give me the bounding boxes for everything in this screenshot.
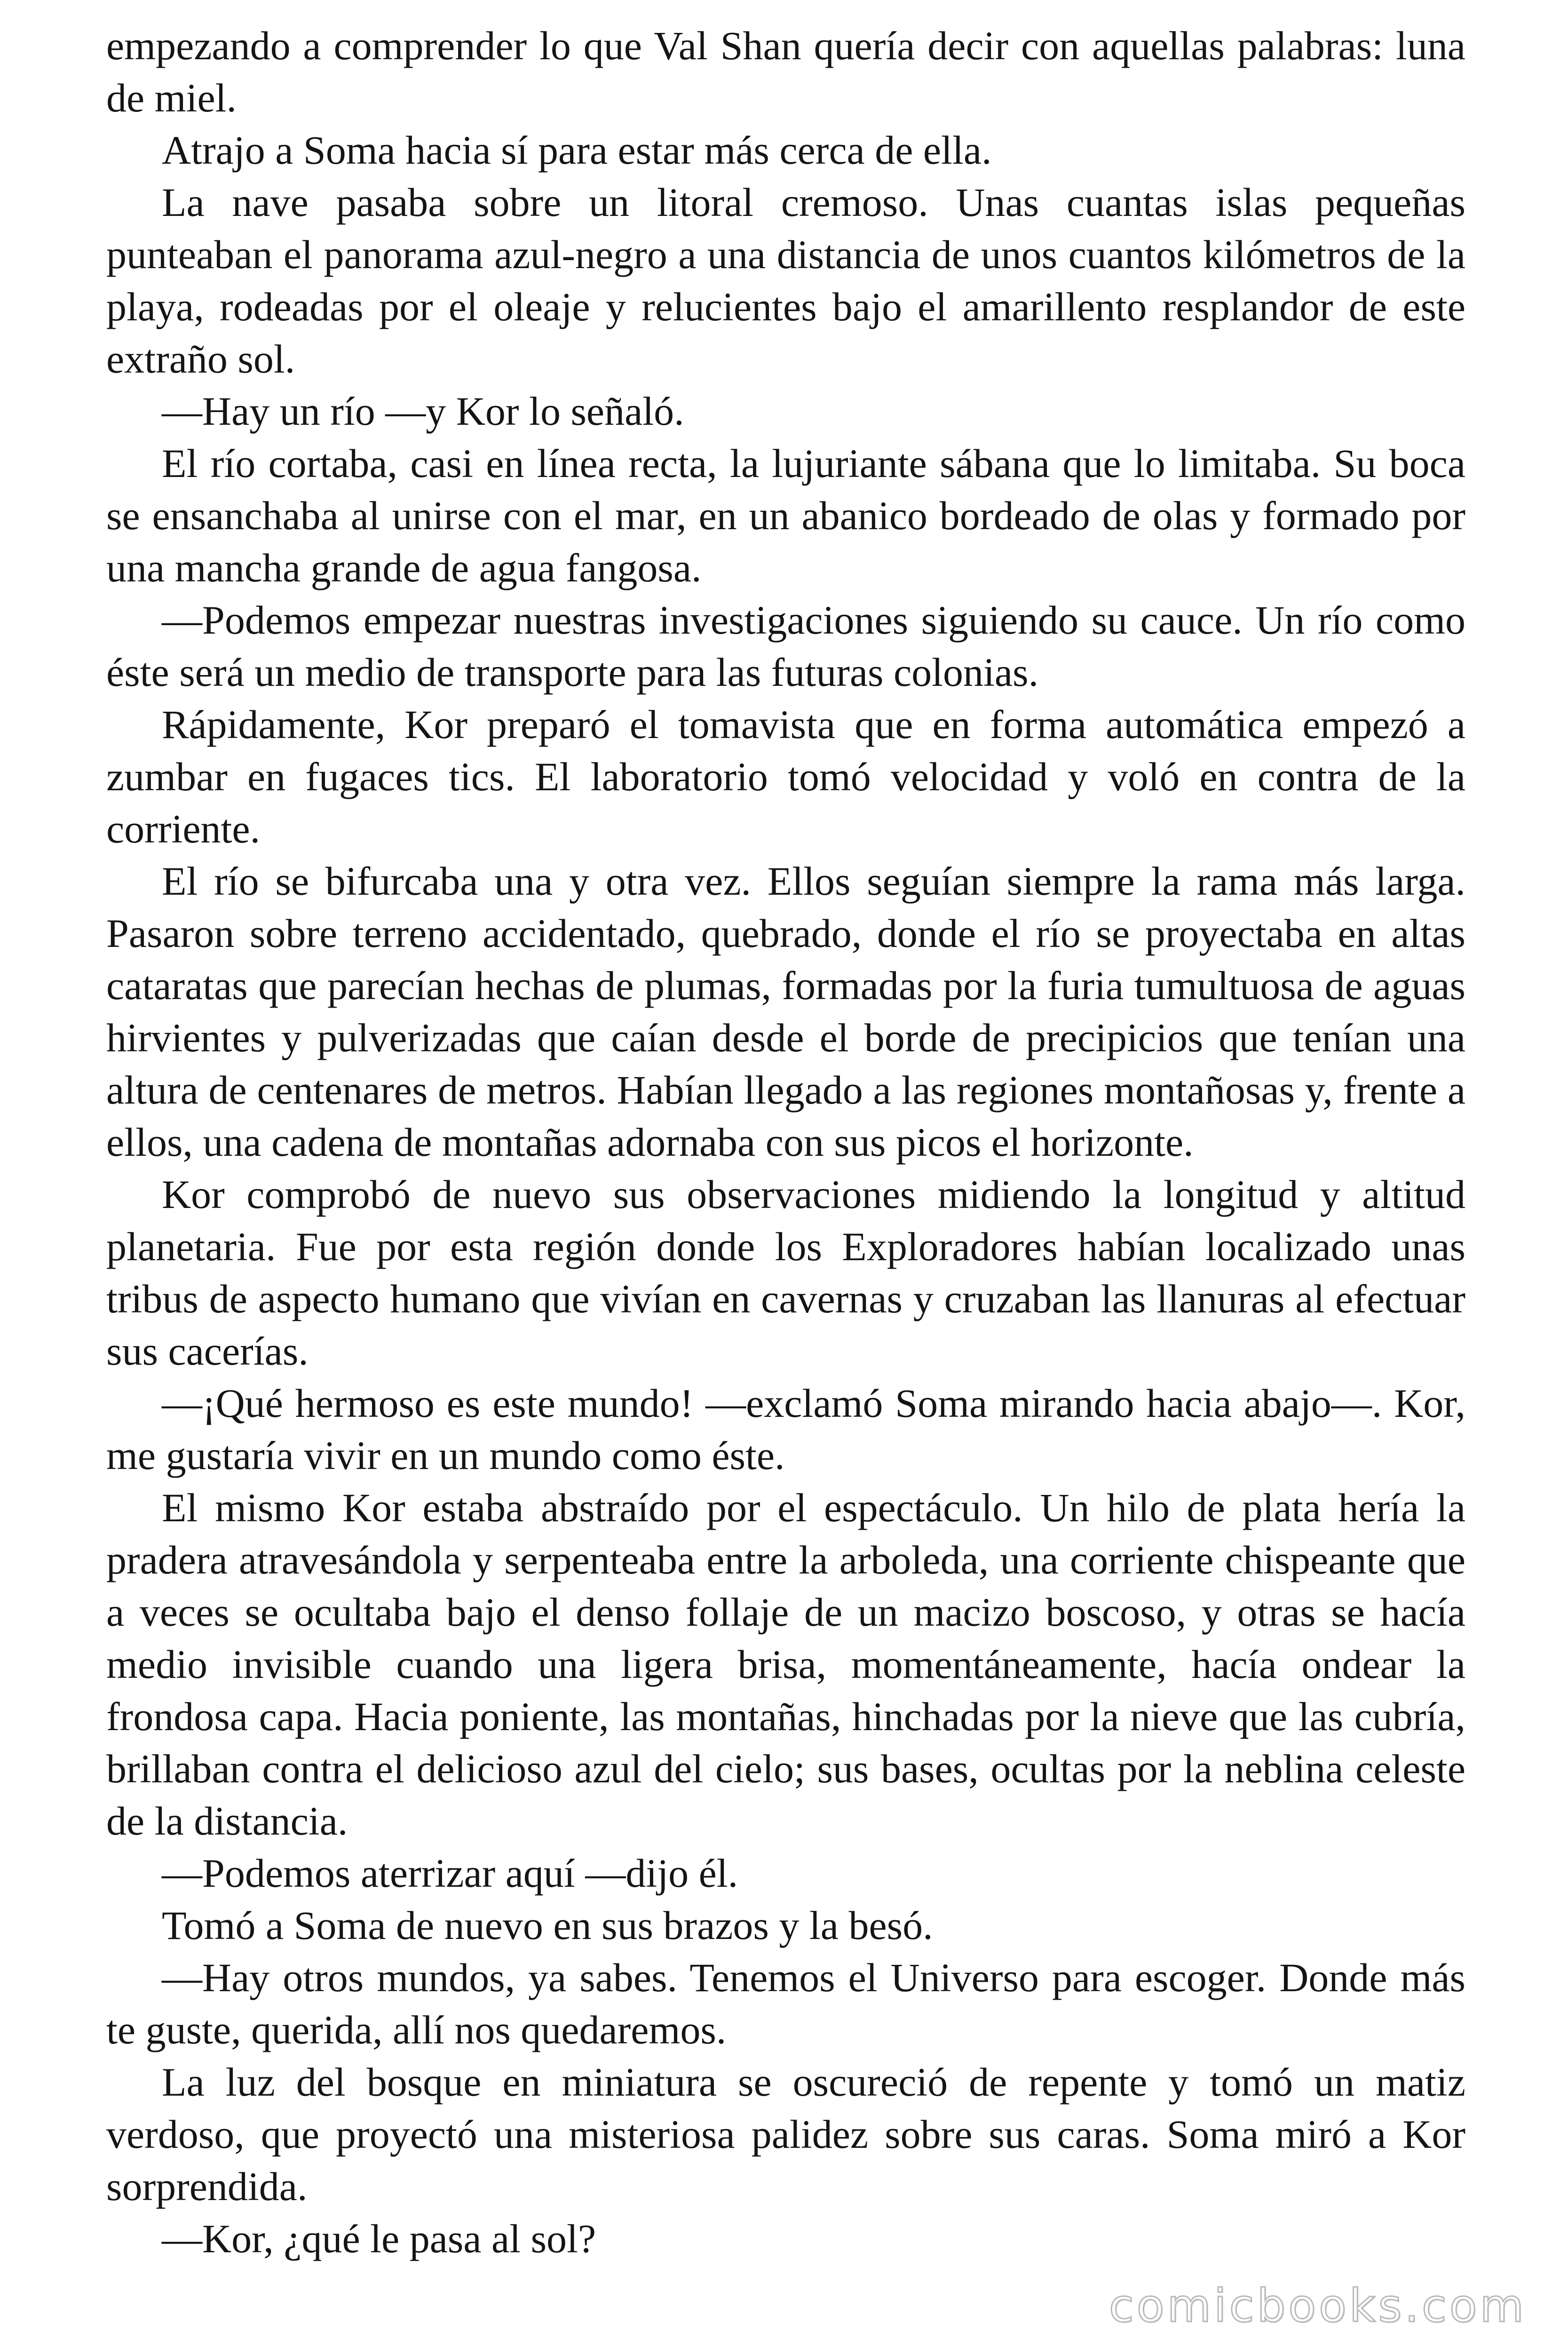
paragraph-dialogue: —Podemos aterrizar aquí —dijo él. — [162, 1851, 738, 1896]
paragraph: Rápidamente, Kor preparó el tomavista que en forma automática empezó a zumbar en fugaces tics. El laboratorio tomó velocidad y voló en contra de la corriente. — [106, 702, 1465, 851]
paragraph: Kor comprobó de nuevo sus observaciones midiendo la longitud y altitud planetaria. Fue por esta región donde los Exploradores habían localizado unas tribus de aspecto humano que vivían en cavernas y cruzaban las llanuras al efectuar sus cacerías. — [106, 1172, 1465, 1374]
paragraph: Tomó a Soma de nuevo en sus brazos y la besó. — [162, 1903, 933, 1948]
body-text — [106, 20, 1465, 2265]
paragraph-dialogue: —Hay un río —y Kor lo señaló. — [162, 389, 684, 434]
paragraph-dialogue: —¡Qué hermoso es este mundo! —exclamó Soma mirando hacia abajo—. Kor, me gustaría vivir en un mundo como éste. — [106, 1381, 1465, 1478]
paragraph: El río se bifurcaba una y otra vez. Ellos seguían siempre la rama más larga. Pasaron sobre terreno accidentado, quebrado, donde el río se proyectaba en altas cataratas que parecían hechas de plumas, formadas por la furia tumultuosa de aguas hirvientes y pulverizadas que caían desde el borde de precipicios que tenían una altura de centenares de metros. Habían llegado a las regiones montañosas y, frente a ellos, una cadena de montañas adornaba con sus picos el horizonte. — [106, 858, 1465, 1165]
paragraph: Atrajo a Soma hacia sí para estar más cerca de ella. — [162, 127, 992, 173]
paragraph-dialogue: —Kor, ¿qué le pasa al sol? — [162, 2216, 596, 2261]
paragraph-dialogue: —Hay otros mundos, ya sabes. Tenemos el Universo para escoger. Donde más te guste, querida, allí nos quedaremos. — [106, 1955, 1465, 2052]
watermark-logo: comicbooks.com — [1109, 2280, 1527, 2332]
paragraph: La luz del bosque en miniatura se oscureció de repente y tomó un matiz verdoso, que proyectó una misteriosa palidez sobre sus caras. Soma miró a Kor sorprendida. — [106, 2059, 1465, 2209]
paragraph-continued: empezando a comprender lo que Val Shan quería decir con aquellas palabras: luna de miel. — [106, 23, 1465, 120]
paragraph-dialogue: —Podemos empezar nuestras investigaciones siguiendo su cauce. Un río como éste será un medio de transporte para las futuras colonias. — [106, 597, 1465, 695]
paragraph: El mismo Kor estaba abstraído por el espectáculo. Un hilo de plata hería la pradera atravesándola y serpenteaba entre la arboleda, una corriente chispeante que a veces se ocultaba bajo el denso follaje de un macizo boscoso, y otras se hacía medio invisible cuando una ligera brisa, momentáneamente, hacía ondear la frondosa capa. Hacia poniente, las montañas, hinchadas por la nieve que las cubría, brillaban contra el delicioso azul del cielo; sus bases, ocultas por la neblina celeste de la distancia. — [106, 1485, 1465, 1843]
paragraph: La nave pasaba sobre un litoral cremoso. Unas cuantas islas pequeñas punteaban el panorama azul-negro a una distancia de unos cuantos kilómetros de la playa, rodeadas por el oleaje y relucientes bajo el amarillento resplandor de este extraño sol. — [106, 180, 1465, 381]
paragraph: El río cortaba, casi en línea recta, la lujuriante sábana que lo limitaba. Su boca se ensanchaba al unirse con el mar, en un abanico bordeado de olas y formado por una mancha grande de agua fangosa. — [106, 441, 1465, 590]
